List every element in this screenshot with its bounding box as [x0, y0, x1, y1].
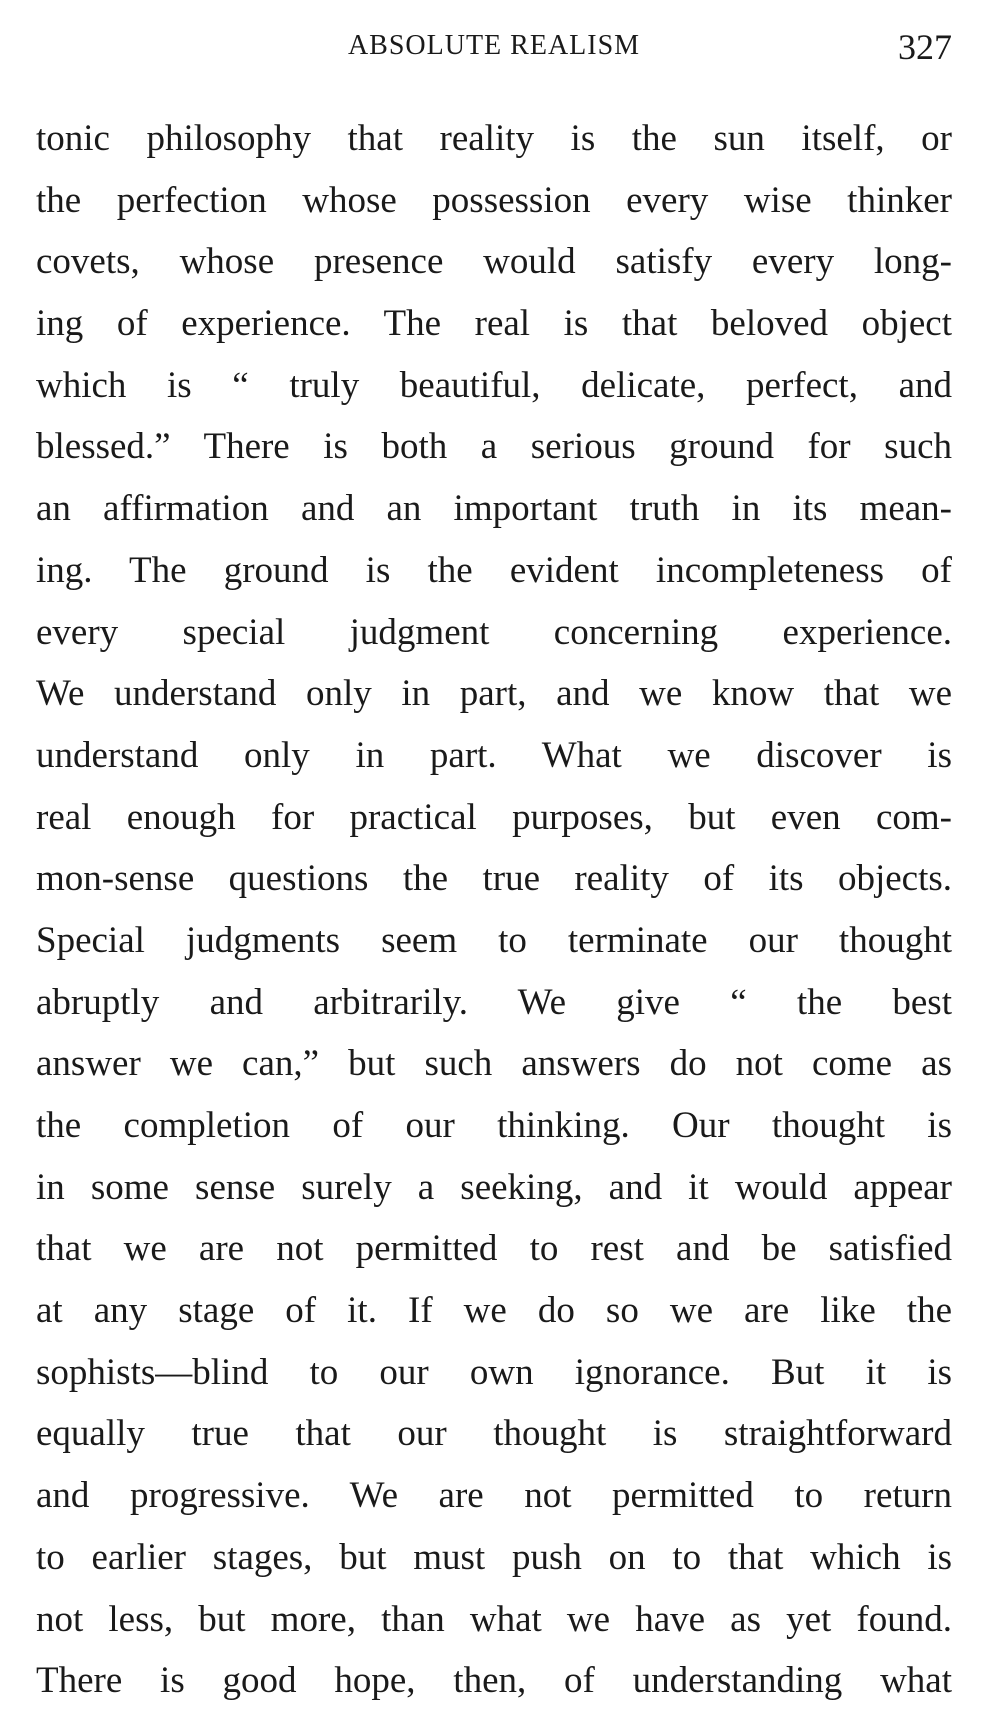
text-line: to earlier stages, but must push on to that which is: [36, 1536, 952, 1578]
text-line: the completion of our thinking. Our thought is: [36, 1105, 952, 1146]
text-line: abruptly and arbitrarily. We give “ the best: [36, 981, 952, 1023]
text-line: understand only in part. What we discover is: [36, 734, 952, 776]
text-line: the perfection whose possession every wise thinker: [36, 179, 952, 221]
text-line: every special judgment concerning experience.: [36, 611, 952, 653]
body-text: [36, 108, 952, 1712]
text-line: in some sense surely a seeking, and it would appear: [36, 1166, 952, 1208]
text-line: There is good hope, then, of understanding what: [36, 1660, 952, 1702]
text-line: which is “ truly beautiful, delicate, perfect, and: [36, 364, 952, 406]
text-line: that we are not permitted to rest and be satisfied: [36, 1228, 952, 1270]
text-line: We understand only in part, and we know that we: [36, 673, 952, 715]
text-line: at any stage of it. If we do so we are like the: [36, 1290, 952, 1332]
text-line: sophists—blind to our own ignorance. But it is: [36, 1351, 952, 1393]
text-line: real enough for practical purposes, but even com-: [36, 796, 952, 838]
text-line: ing of experience. The real is that beloved object: [36, 303, 952, 345]
text-line: ing. The ground is the evident incompleteness of: [36, 549, 952, 591]
text-line: and progressive. We are not permitted to return: [36, 1475, 952, 1517]
text-line: not less, but more, than what we have as yet found.: [36, 1598, 952, 1640]
running-head: [36, 26, 952, 66]
text-line: equally true that our thought is straightforward: [36, 1413, 952, 1455]
page-number: 327: [898, 27, 952, 67]
text-line: covets, whose presence would satisfy every long-: [36, 241, 952, 283]
text-line: answer we can,” but such answers do not come as: [36, 1043, 952, 1085]
text-line: blessed.” There is both a serious ground for such: [36, 426, 952, 468]
text-line: Special judgments seem to terminate our thought: [36, 919, 952, 961]
running-title: ABSOLUTE REALISM: [347, 30, 641, 61]
text-line: mon-sense questions the true reality of its objects.: [36, 858, 952, 900]
text-line: tonic philosophy that reality is the sun itself, or: [36, 118, 952, 159]
text-line: an affirmation and an important truth in its mean-: [36, 488, 952, 530]
